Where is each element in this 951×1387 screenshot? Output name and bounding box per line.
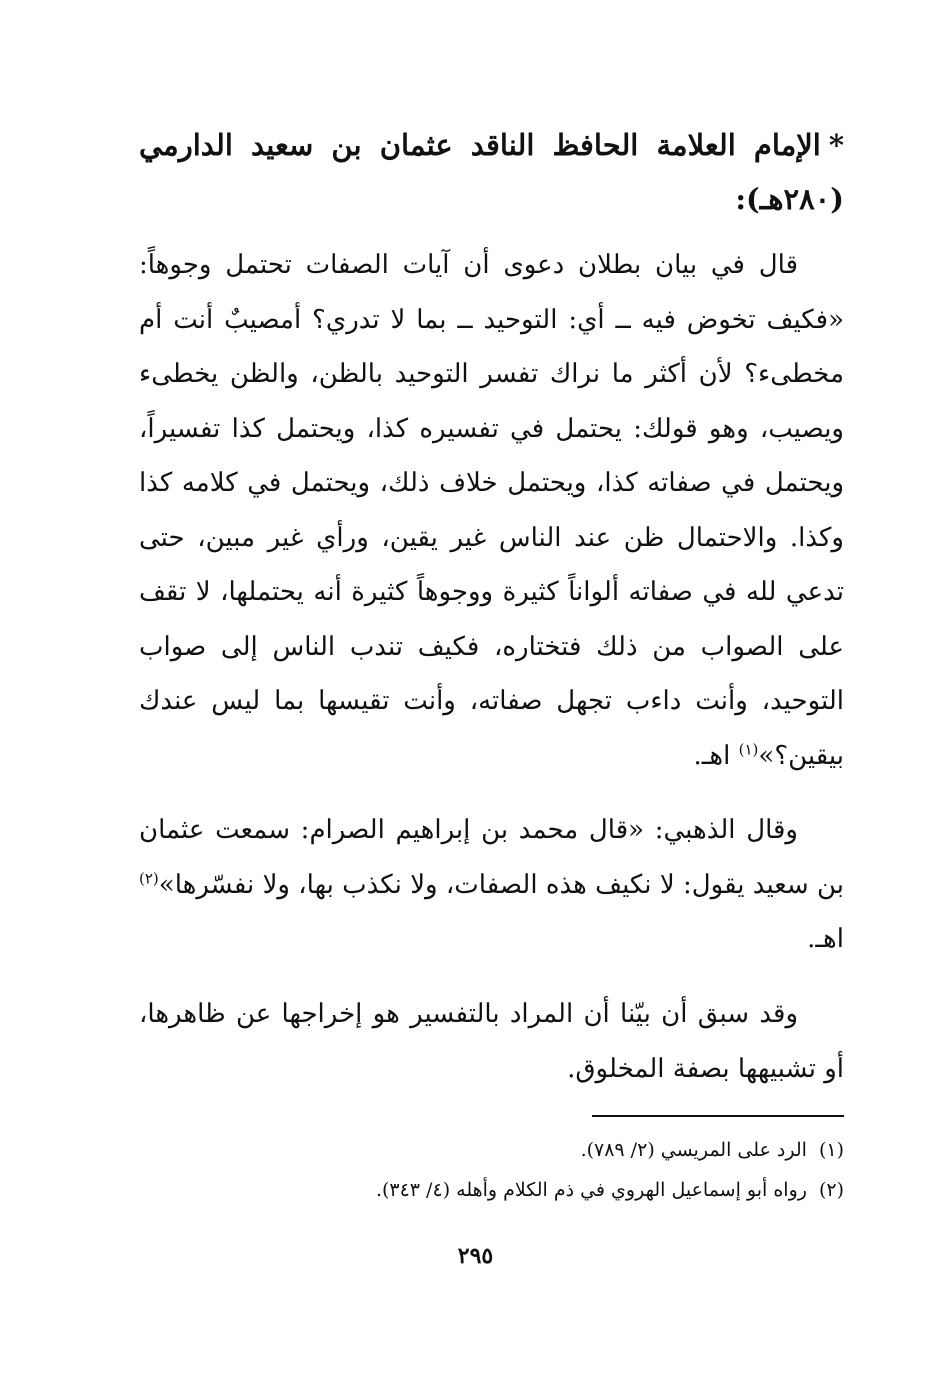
footnote-ref-1[interactable]: (١) [738,739,759,758]
footnotes [139,1130,844,1210]
paragraph-darimi-quote [139,238,844,783]
asterisk-icon: * [828,128,844,162]
footnote-1 [139,1130,844,1170]
paragraph-text: قال في بيان بطلان دعوى أن آيات الصفات تحتمل وجوهاً: «فكيف تخوض فيه ــ أي: التوحيد ــ بما لا تدري؟ أمصيبٌ أنت أم مخطىء؟ لأن أكثر ما نراك تفسر التوحيد بالظن، والظن يخطىء ويصيب، وهو قولك: يحتمل في تفسيره كذا، ويحتمل كذا تفسيراً، ويحتمل في صفاته كذا، ويحتمل خلاف ذلك، ويحتمل في كلامه كذا وكذا. والاحتمال ظن عند الناس غير يقين، ورأي غير مبين، حتى تدعي لله في صفاته ألواناً كثيرة ووجوهاً كثيرة أنه يحتملها، لا تقف على الصواب من ذلك فتختاره، فكيف تندب الناس إلى صواب التوحيد، وأنت داءب تجهل صفاته، وأنت تقيسها بما ليس عندك بيقين؟» [139,250,844,771]
footnote-number: (١) [818,1139,844,1161]
footnote-text: رواه أبو إسماعيل الهروي في ذم الكلام وأهله (٤/ ٣٤٣). [375,1179,807,1201]
footnote-text: الرد على المريسي (٢/ ٧٨٩). [580,1139,807,1161]
paragraph-tail: اهـ. [693,740,739,771]
paragraph-text: وقد سبق أن بيّنا أن المراد بالتفسير هو إخراجها عن ظاهرها، أو تشبيهها بصفة المخلوق. [139,999,844,1084]
section-heading [139,118,844,226]
footnote-2 [139,1170,844,1210]
footnote-number: (٢) [818,1179,844,1201]
paragraph-tail: اهـ. [807,924,844,954]
paragraph-text: وقال الذهبي: «قال محمد بن إبراهيم الصرام: سمعت عثمان بن سعيد يقول: لا نكيف هذه الصفات، ولا نكذب بها، ولا نفسّرها» [139,815,844,900]
paragraph-conclusion [139,987,844,1096]
footnote-ref-2[interactable]: (٢) [139,868,159,887]
heading-text: الإمام العلامة الحافظ الناقد عثمان بن سعيد الدارمي (٢٨٠هـ): [139,128,844,216]
paragraph-dhahabi-quote [139,803,844,967]
footnote-divider [592,1115,844,1117]
page-number: ٢٩٥ [457,1243,494,1269]
